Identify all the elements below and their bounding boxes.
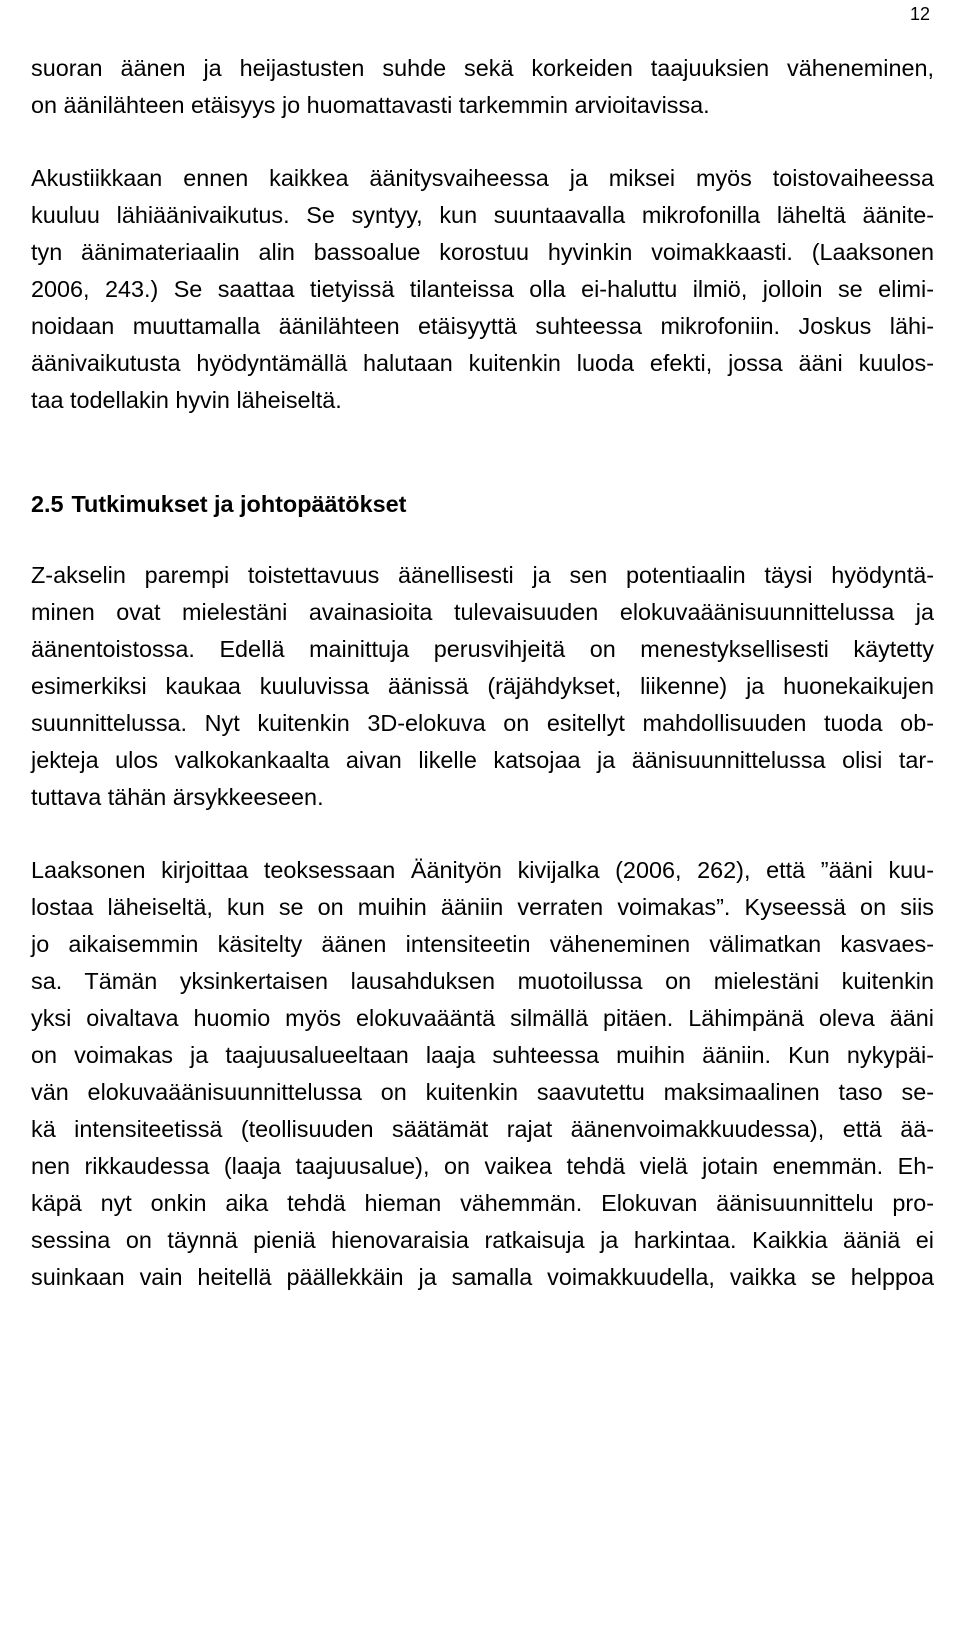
text-line: noidaan muuttamalla äänilähteen etäisyyttä suhteessa mikrofoniin. Joskus lähi- [31,313,934,339]
section-heading [31,486,934,523]
text-line: tuttava tähän ärsykkeeseen. [31,784,324,810]
text-line: taa todellakin hyvin läheiseltä. [31,387,342,413]
text-line: on voimakas ja taajuusalueeltaan laaja suhteessa muihin ääniin. Kun nykypäi- [31,1042,934,1068]
text-line: kuuluu lähiäänivaikutus. Se syntyy, kun suuntaavalla mikrofonilla läheltä äänite- [31,202,934,228]
section-number: 2.5 [31,491,64,517]
text-line: Laaksonen kirjoittaa teoksessaan Äänityön kivijalka (2006, 262), että ”ääni kuu- [31,857,934,883]
document-body [31,50,934,1296]
text-line: Z-akselin parempi toistettavuus äänellisesti ja sen potentiaalin täysi hyödyntä- [31,562,934,588]
text-line: esimerkiksi kaukaa kuuluvissa äänissä (räjähdykset, liikenne) ja huonekaikujen [31,673,934,699]
text-line: suinkaan vain heitellä päällekkäin ja samalla voimakkuudella, vaikka se helppoa [31,1264,934,1290]
text-line: käpä nyt onkin aika tehdä hieman vähemmän. Elokuvan äänisuunnittelu pro- [31,1190,934,1216]
paragraph [31,50,934,124]
text-line: äänivaikutusta hyödyntämällä halutaan kuitenkin luoda efekti, jossa ääni kuulos- [31,350,934,376]
text-line: minen ovat mielestäni avainasioita tulevaisuuden elokuvaäänisuunnittelussa ja [31,599,934,625]
paragraph [31,852,934,1296]
paragraph [31,557,934,816]
text-line: suunnittelussa. Nyt kuitenkin 3D-elokuva on esitellyt mahdollisuuden tuoda ob- [31,710,934,736]
page-number: 12 [909,4,930,24]
text-line: tyn äänimateriaalin alin bassoalue korostuu hyvinkin voimakkaasti. (Laaksonen [31,239,934,265]
text-line: äänentoistossa. Edellä mainittuja perusvihjeitä on menestyksellisesti käytetty [31,636,934,662]
section-title: Tutkimukset ja johtopäätökset [71,491,407,517]
text-line: suoran äänen ja heijastusten suhde sekä korkeiden taajuuksien väheneminen, [31,55,934,81]
text-line: jekteja ulos valkokankaalta aivan likelle katsojaa ja äänisuunnittelussa olisi tar- [31,747,934,773]
text-line: sa. Tämän yksinkertaisen lausahduksen muotoilussa on mielestäni kuitenkin [31,968,934,994]
text-line: sessina on täynnä pieniä hienovaraisia ratkaisuja ja harkintaa. Kaikkia ääniä ei [31,1227,934,1253]
text-line: Akustiikkaan ennen kaikkea äänitysvaiheessa ja miksei myös toistovaiheessa [31,165,934,191]
text-line: lostaa läheiseltä, kun se on muihin ääniin verraten voimakas”. Kyseessä on siis [31,894,934,920]
text-line: yksi oivaltava huomio myös elokuvaääntä silmällä pitäen. Lähimpänä oleva ääni [31,1005,934,1031]
text-line: on äänilähteen etäisyys jo huomattavasti tarkemmin arvioitavissa. [31,92,710,118]
text-line: jo aikaisemmin käsitelty äänen intensiteetin väheneminen välimatkan kasvaes- [31,931,934,957]
text-line: nen rikkaudessa (laaja taajuusalue), on vaikea tehdä vielä jotain enemmän. Eh- [31,1153,934,1179]
text-line: vän elokuvaäänisuunnittelussa on kuitenkin saavutettu maksimaalinen taso se- [31,1079,934,1105]
paragraph [31,160,934,419]
text-line: 2006, 243.) Se saattaa tietyissä tilanteissa olla ei-haluttu ilmiö, jolloin se elimi- [31,276,934,302]
text-line: kä intensiteetissä (teollisuuden säätämät rajat äänenvoimakkuudessa), että ää- [31,1116,934,1142]
